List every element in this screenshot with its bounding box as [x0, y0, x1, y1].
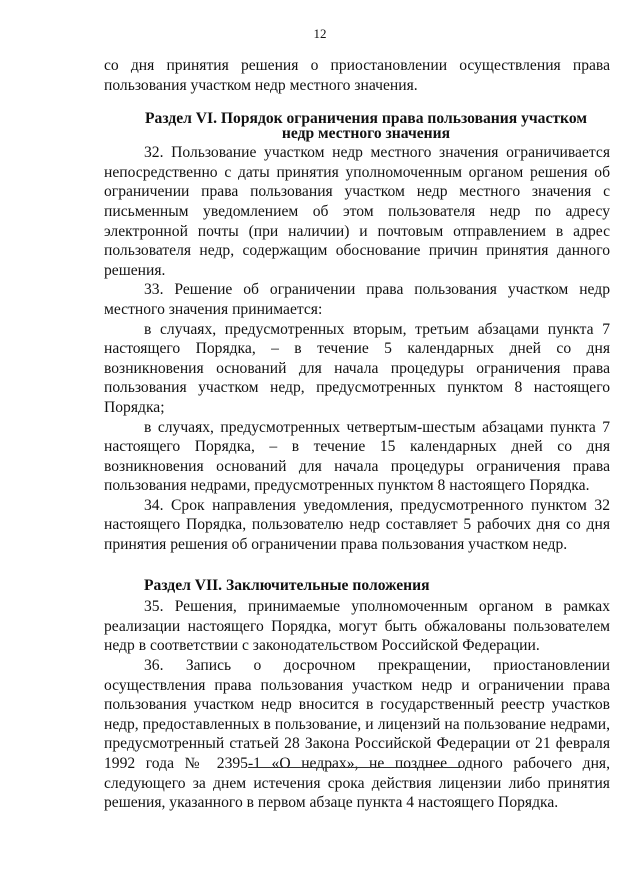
paragraph-34: 34. Срок направления уведомления, предусмотренного пунктом 32 настоящего Порядка, пользователю недр составляет 5 рабочих дня со дня принятия решения об ограничении права пользования участком недр. [104, 496, 610, 554]
document-body [104, 56, 610, 813]
section-vi-heading [104, 111, 610, 141]
paragraph-35: 35. Решения, принимаемые уполномоченным органом в рамках реализации настоящего Порядка, могут быть обжалованы пользователем недр в соответствии с законодательством Российской Федерации. [104, 598, 610, 655]
end-divider-line [248, 767, 462, 768]
section-vi-title-line2: недр местного значения [281, 125, 451, 143]
paragraph-33: 33. Решение об ограничении права пользования участком недр местного значения принимается: [104, 281, 610, 318]
intro-paragraph: со дня принятия решения о приостановлении осуществления права пользования участком недр местного значения. [104, 57, 610, 94]
section-vi-title-line1: Раздел VI. Порядок ограничения права пользования участком [145, 110, 587, 128]
page-number: 12 [313, 26, 327, 41]
paragraph-33-case-b: в случаях, предусмотренных четвертым-шестым абзацами пункта 7 настоящего Порядка, – в течение 15 календарных дней со дня возникновения оснований для начала процедуры ограничения права пользования недрами, предусмотренных пунктом 8 настоящего Порядка. [104, 418, 610, 495]
paragraph-33-case-a: в случаях, предусмотренных вторым, третьим абзацами пункта 7 настоящего Порядка, – в течение 5 календарных дней со дня возникновения оснований для начала процедуры ограничения права пользования участком недр, предусмотренных пунктом 8 настоящего Порядка; [104, 320, 610, 416]
paragraph-32: 32. Пользование участком недр местного значения ограничивается непосредственно с даты принятия уполномоченным органом решения об ограничении права пользования участком недр местного значения с письменным уведомлением об этом пользователя недр по адресу электронной почты (при наличии) и почтовым отправлением в адрес пользователя недр, содержащим обоснование причин принятия данного решения. [104, 144, 610, 279]
section-vii-heading: Раздел VII. Заключительные положения [144, 576, 430, 594]
paragraph-36: 36. Запись о досрочном прекращении, приостановлении осуществления права пользования участком недр и ограничении права пользования участком недр вносится в государственный реестр участков недр, предоставленных в пользование, и лицензий на пользование недрами, предусмотренный статьей 28 Закона Российской Федерации от 21 февраля 1992 года № 2395-1 «О недрах», не позднее одного рабочего дня, следующего за днем истечения срока действия лицензии либо принятия решения, указанного в первом абзаце пункта 4 настоящего Порядка. [104, 657, 610, 812]
